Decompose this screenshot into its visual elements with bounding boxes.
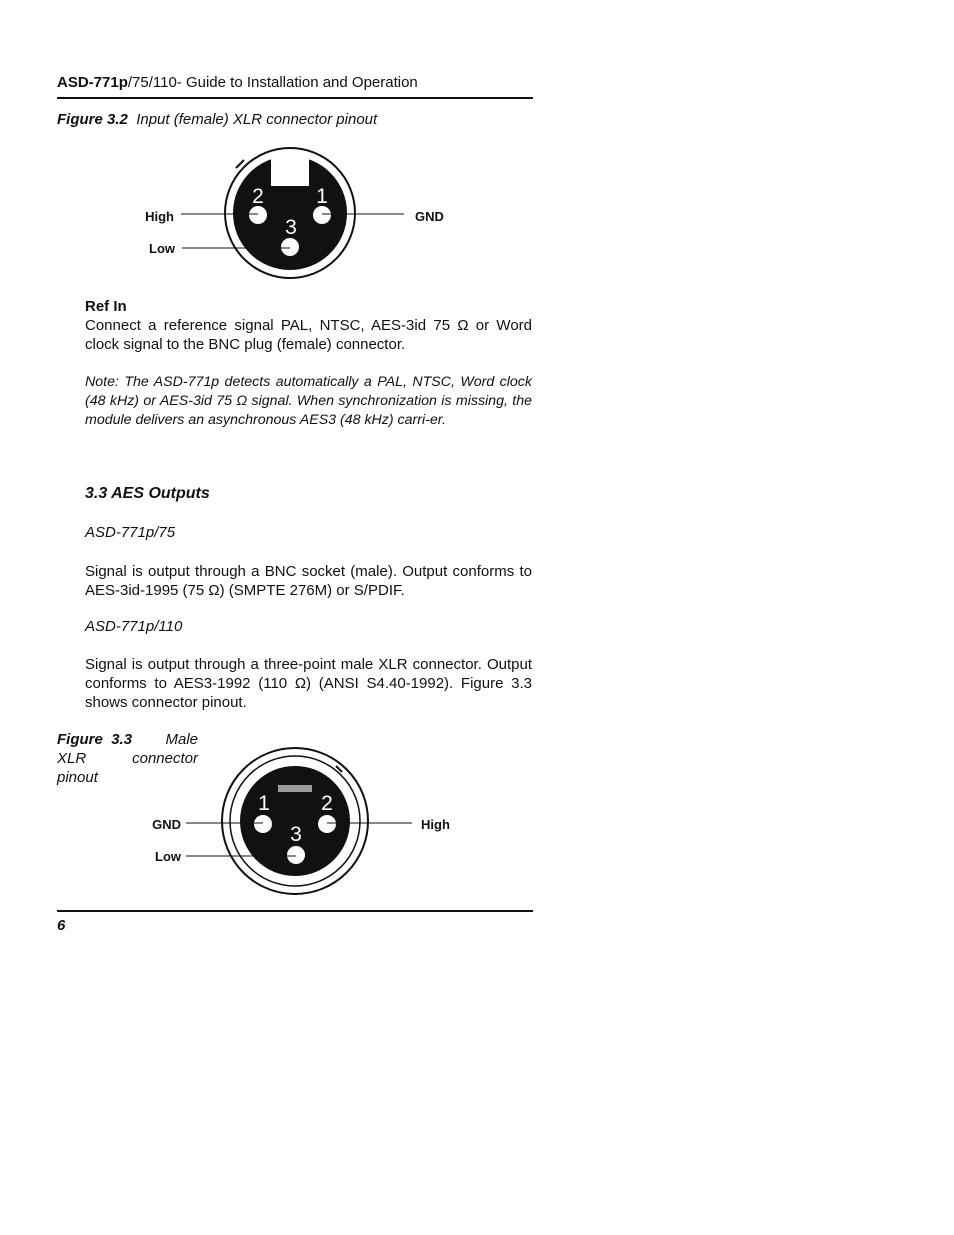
paragraph-asd-771p-75: Signal is output through a BNC socket (male). Output conforms to AES-3id-1995 (75 Ω) (SMPTE 276M) or S/PDIF.	[85, 563, 532, 599]
male-xlr-key	[278, 785, 312, 792]
callout-label-high: High	[145, 209, 174, 224]
female-xlr-connector	[225, 148, 355, 278]
figure-3-2-title: Input (female) XLR connector pinout	[136, 111, 378, 128]
male-pin-2-label: 2	[321, 792, 333, 815]
header-title-rest: /75/110- Guide to Installation and Operation	[127, 74, 418, 91]
callout-label-gnd: GND	[415, 209, 444, 224]
subheading-asd-771p-110: ASD-771p/110	[85, 618, 183, 635]
page-number: 6	[57, 917, 66, 934]
paragraph-asd-771p-110: Signal is output through a three-point male XLR connector. Output conforms to AES3-1992 (110 Ω) (ANSI S4.40-1992). Figure 3.3 shows connector pinout.	[85, 656, 532, 711]
subheading-asd-771p-75: ASD-771p/75	[85, 524, 176, 541]
male-pin-2	[318, 815, 336, 833]
female-pin-1	[313, 206, 331, 224]
figure-3-3-title: Male XLR connector pinout	[57, 731, 198, 786]
section-heading-aes-outputs: 3.3 AES Outputs	[85, 485, 210, 502]
female-pin-3	[281, 238, 299, 256]
male-pin-3-label: 3	[290, 823, 302, 846]
male-pin-1-label: 1	[258, 792, 270, 815]
figure-3-3-label: Figure 3.3	[57, 731, 133, 748]
callout-label-high-male: High	[421, 817, 450, 832]
female-pin-1-label: 1	[316, 185, 328, 208]
header-model: ASD-771p	[57, 74, 128, 91]
ref-in-paragraph: Connect a reference signal PAL, NTSC, AES-3id 75 Ω or Word clock signal to the BNC plug (female) connector.	[85, 317, 532, 353]
male-pin-3	[287, 846, 305, 864]
female-xlr-diagram	[0, 0, 954, 300]
female-pin-3-label: 3	[285, 216, 297, 239]
callout-label-gnd-male: GND	[152, 817, 181, 832]
female-xlr-latch	[236, 160, 244, 168]
female-pin-2	[249, 206, 267, 224]
ref-in-note: Note: The ASD-771p detects automatically a PAL, NTSC, Word clock (48 kHz) or AES-3id 75 Ω signal. When synchronization is missing, the module delivers an asynchronous AES3 (48 kHz) carri-er.	[85, 374, 532, 428]
callout-label-low-male: Low	[155, 849, 181, 864]
callout-label-low: Low	[149, 241, 175, 256]
figure-3-2-label: Figure 3.2	[57, 111, 128, 128]
ref-in-heading: Ref In	[85, 298, 127, 315]
female-pin-2-label: 2	[252, 185, 264, 208]
female-xlr-key-slot	[271, 153, 309, 186]
male-xlr-diagram	[0, 700, 954, 910]
male-pin-1	[254, 815, 272, 833]
male-xlr-connector	[222, 748, 368, 894]
footer-rule	[57, 910, 533, 912]
